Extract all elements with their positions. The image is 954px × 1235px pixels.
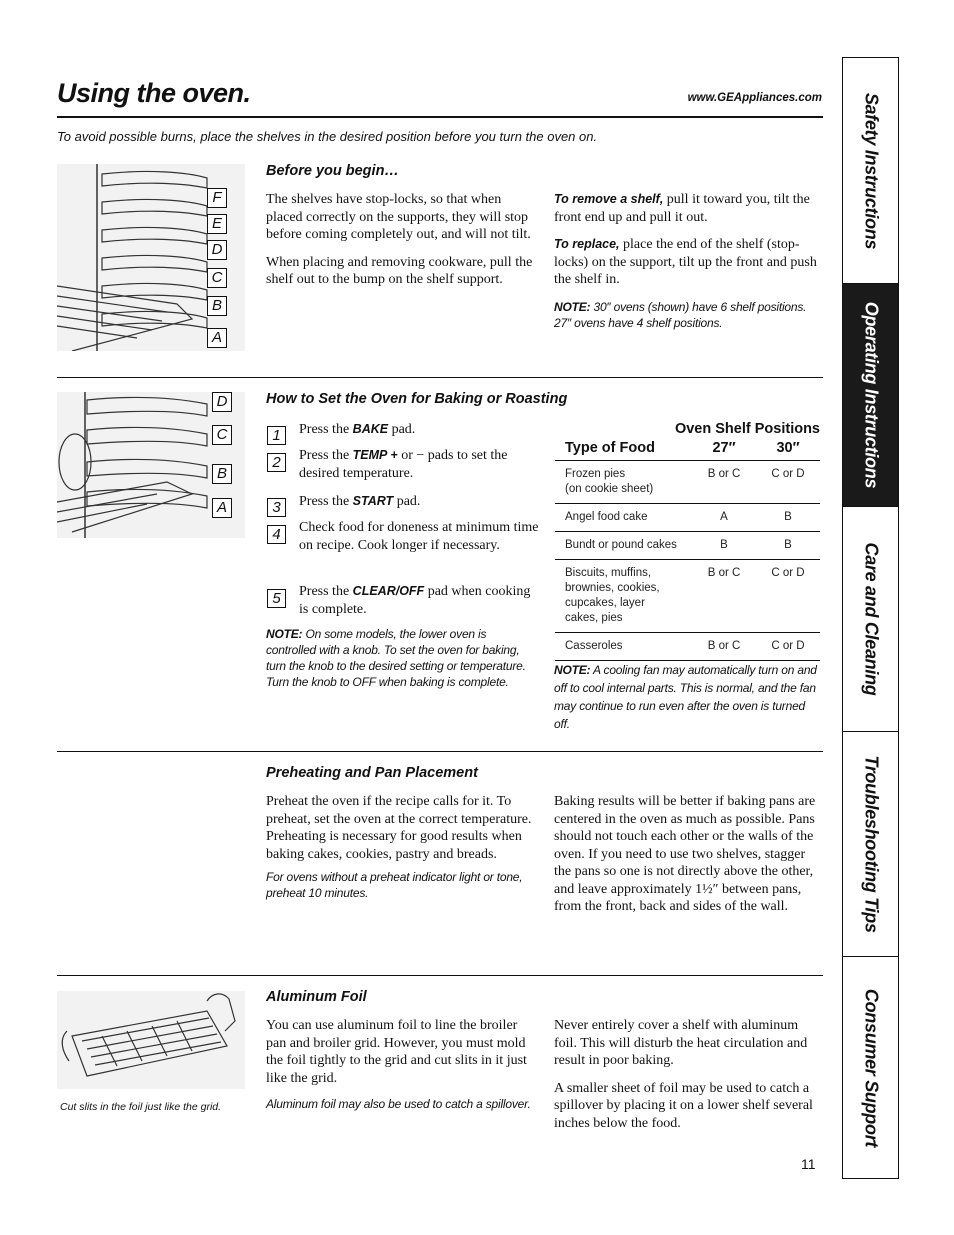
col-type-of-food: Type of Food [555,440,692,461]
step-text: Press the START pad. [299,494,421,509]
col-27: 27″ [692,440,756,461]
food-name-cell: Frozen pies (on cookie sheet) [555,461,692,504]
tab-operating-instructions[interactable] [843,284,898,507]
page-title: Using the oven. [57,78,251,108]
step-number: 2 [267,453,286,472]
bake-key-label: BAKE [352,422,389,436]
tab-label: Safety Instructions [861,92,881,249]
tab-label: Care and Cleaning [861,542,881,696]
baking-shelves-illustration [57,392,245,538]
food-table-body [555,461,820,661]
step-text: Press the TEMP + or − pads to set the desired temperature. [299,448,508,481]
shelf-30-cell: C or D [756,560,820,633]
remove-shelf-text: pull it toward you, tilt the front end up and pull it out. [554,192,810,225]
step-text: Press the BAKE pad. [299,422,416,437]
shelf-27-cell: A [692,504,756,532]
shelf-label-c: C [207,268,227,288]
preheat-left-column [266,793,538,901]
table-row [555,633,820,661]
baking-heading: How to Set the Oven for Baking or Roasting [266,391,568,407]
shelf-label-a: A [207,328,227,348]
shelf-label-b: B [207,296,227,316]
tab-safety-instructions[interactable] [843,58,898,284]
replace-shelf-lead: To replace, [554,237,620,251]
table-row [555,504,820,532]
shelf-label-b: B [212,464,232,484]
shelf-label-e: E [207,214,227,234]
section-divider [57,751,823,752]
shelf-label-d: D [207,240,227,260]
remove-shelf-lead: To remove a shelf, [554,192,664,206]
before-heading: Before you begin… [266,163,399,179]
foil-paragraph-2: Never entirely cover a shelf with aluminum foil. This will disturb the heat circulation and result in poor baking. [554,1018,808,1068]
tab-label: Operating Instructions [861,301,881,489]
section-divider [57,975,823,976]
food-table [555,440,820,661]
foil-right-column [554,1017,824,1142]
shelf-label-f: F [207,188,227,208]
step-number: 3 [267,498,286,517]
baking-steps [267,420,542,620]
note-text: 30″ ovens (shown) have 6 shelf positions. 27″ ovens have 4 shelf positions. [554,299,807,330]
foil-grid-illustration [57,991,245,1089]
pan-placement-paragraph: Baking results will be better if baking pans are centered in the oven as much as possible. Pans should not touch each other or the walls of the oven. If you need to use two shelves, stagger the pans so one is not directly above the other, and leave approximately 1½″ between pans, from the front, back and sides of the wall. [554,794,816,914]
before-paragraph-2: When placing and removing cookware, pull the shelf out to the bump on the shelf support. [266,254,533,287]
section-tabs [842,57,899,1179]
shelf-positions-note [554,299,822,331]
food-name-cell: Biscuits, muffins, brownies, cookies, cupcakes, layer cakes, pies [555,560,692,633]
temp-key-label: TEMP + [352,448,398,462]
note-lead: NOTE: [554,299,591,314]
before-paragraph-1: The shelves have stop-locks, so that when placed correctly on the supports, they will stop before coming completely out, and will not tilt. [266,192,531,242]
before-right-column [554,191,822,331]
tab-troubleshooting-tips[interactable] [843,732,898,957]
shelf-30-cell: C or D [756,461,820,504]
shelf-label-d: D [212,392,232,412]
tab-consumer-support[interactable] [843,957,898,1178]
header-rule [57,116,823,118]
page-number: 11 [801,1156,816,1172]
before-left-column [266,191,538,299]
shelf-30-cell: C or D [756,633,820,661]
col-30: 30″ [756,440,820,461]
section-divider [57,377,823,378]
replace-shelf-text: place the end of the shelf (stop-locks) on the support, tilt up the front and push the shelf in. [554,237,817,287]
shelf-27-cell: B [692,532,756,560]
shelf-30-cell: B [756,504,820,532]
shelf-positions-illustration [57,164,245,351]
step-text: Press the CLEAR/OFF pad when cooking is complete. [299,584,531,617]
foil-caption: Cut slits in the foil just like the grid. [60,1101,222,1113]
shelf-27-cell: B or C [692,560,756,633]
table-row [555,560,820,633]
foil-note: Aluminum foil may also be used to catch a spillover. [266,1097,531,1111]
tab-label: Troubleshooting Tips [861,755,881,933]
food-name-cell: Bundt or pound cakes [555,532,692,560]
preheat-note: For ovens without a preheat indicator light or tone, preheat 10 minutes. [266,870,523,900]
shelf-label-a: A [212,498,232,518]
shelf-27-cell: B or C [692,633,756,661]
cooling-fan-note: NOTE: A cooling fan may automatically turn on and off to cool internal parts. This is normal, and the fan may continue to run even after the oven is turned off. [554,663,817,731]
foil-heading: Aluminum Foil [266,989,367,1005]
preheat-right-column [554,793,824,926]
intro-text: To avoid possible burns, place the shelves in the desired position before you turn the oven on. [57,129,598,144]
knob-note: NOTE: On some models, the lower oven is controlled with a knob. To set the oven for baking, turn the knob to the desired setting or temperature. Turn the knob to OFF when baking is complete. [266,627,526,689]
clear-off-key-label: CLEAR/OFF [352,584,425,598]
step-number: 5 [267,589,286,608]
foil-paragraph-3: A smaller sheet of foil may be used to catch a spillover by placing it on a lower shelf several inches below the food. [554,1080,813,1131]
table-row [555,532,820,560]
food-name-cell: Angel food cake [555,504,692,532]
preheat-paragraph: Preheat the oven if the recipe calls for it. To preheat, set the oven at the correct temperature. Preheating is necessary for good results when baking cakes, cookies, pastry and breads. [266,794,532,862]
preheat-heading: Preheating and Pan Placement [266,765,478,781]
tab-care-and-cleaning[interactable] [843,507,898,732]
shelf-label-c: C [212,425,232,445]
remove-shelf-paragraph [554,191,822,226]
website-url[interactable]: www.GEAppliances.com [687,92,822,104]
shelf-27-cell: B or C [692,461,756,504]
step-text: Check food for doneness at minimum time on recipe. Cook longer if necessary. [299,520,539,553]
shelf-30-cell: B [756,532,820,560]
shelf-positions-table [555,421,820,661]
foil-left-column [266,1017,538,1112]
food-name-cell: Casseroles [555,633,692,661]
tab-label: Consumer Support [861,988,881,1147]
step-number: 1 [267,426,286,445]
table-row [555,461,820,504]
foil-paragraph-1: You can use aluminum foil to line the broiler pan and broiler grid. However, you must mold the foil tightly to the grid and cut slits in it just like the grid. [266,1018,527,1086]
replace-shelf-paragraph [554,236,822,289]
table-group-header: Oven Shelf Positions [674,421,820,437]
broiler-grid-drawing [57,991,245,1089]
step-number: 4 [267,525,286,544]
start-key-label: START [352,494,394,508]
